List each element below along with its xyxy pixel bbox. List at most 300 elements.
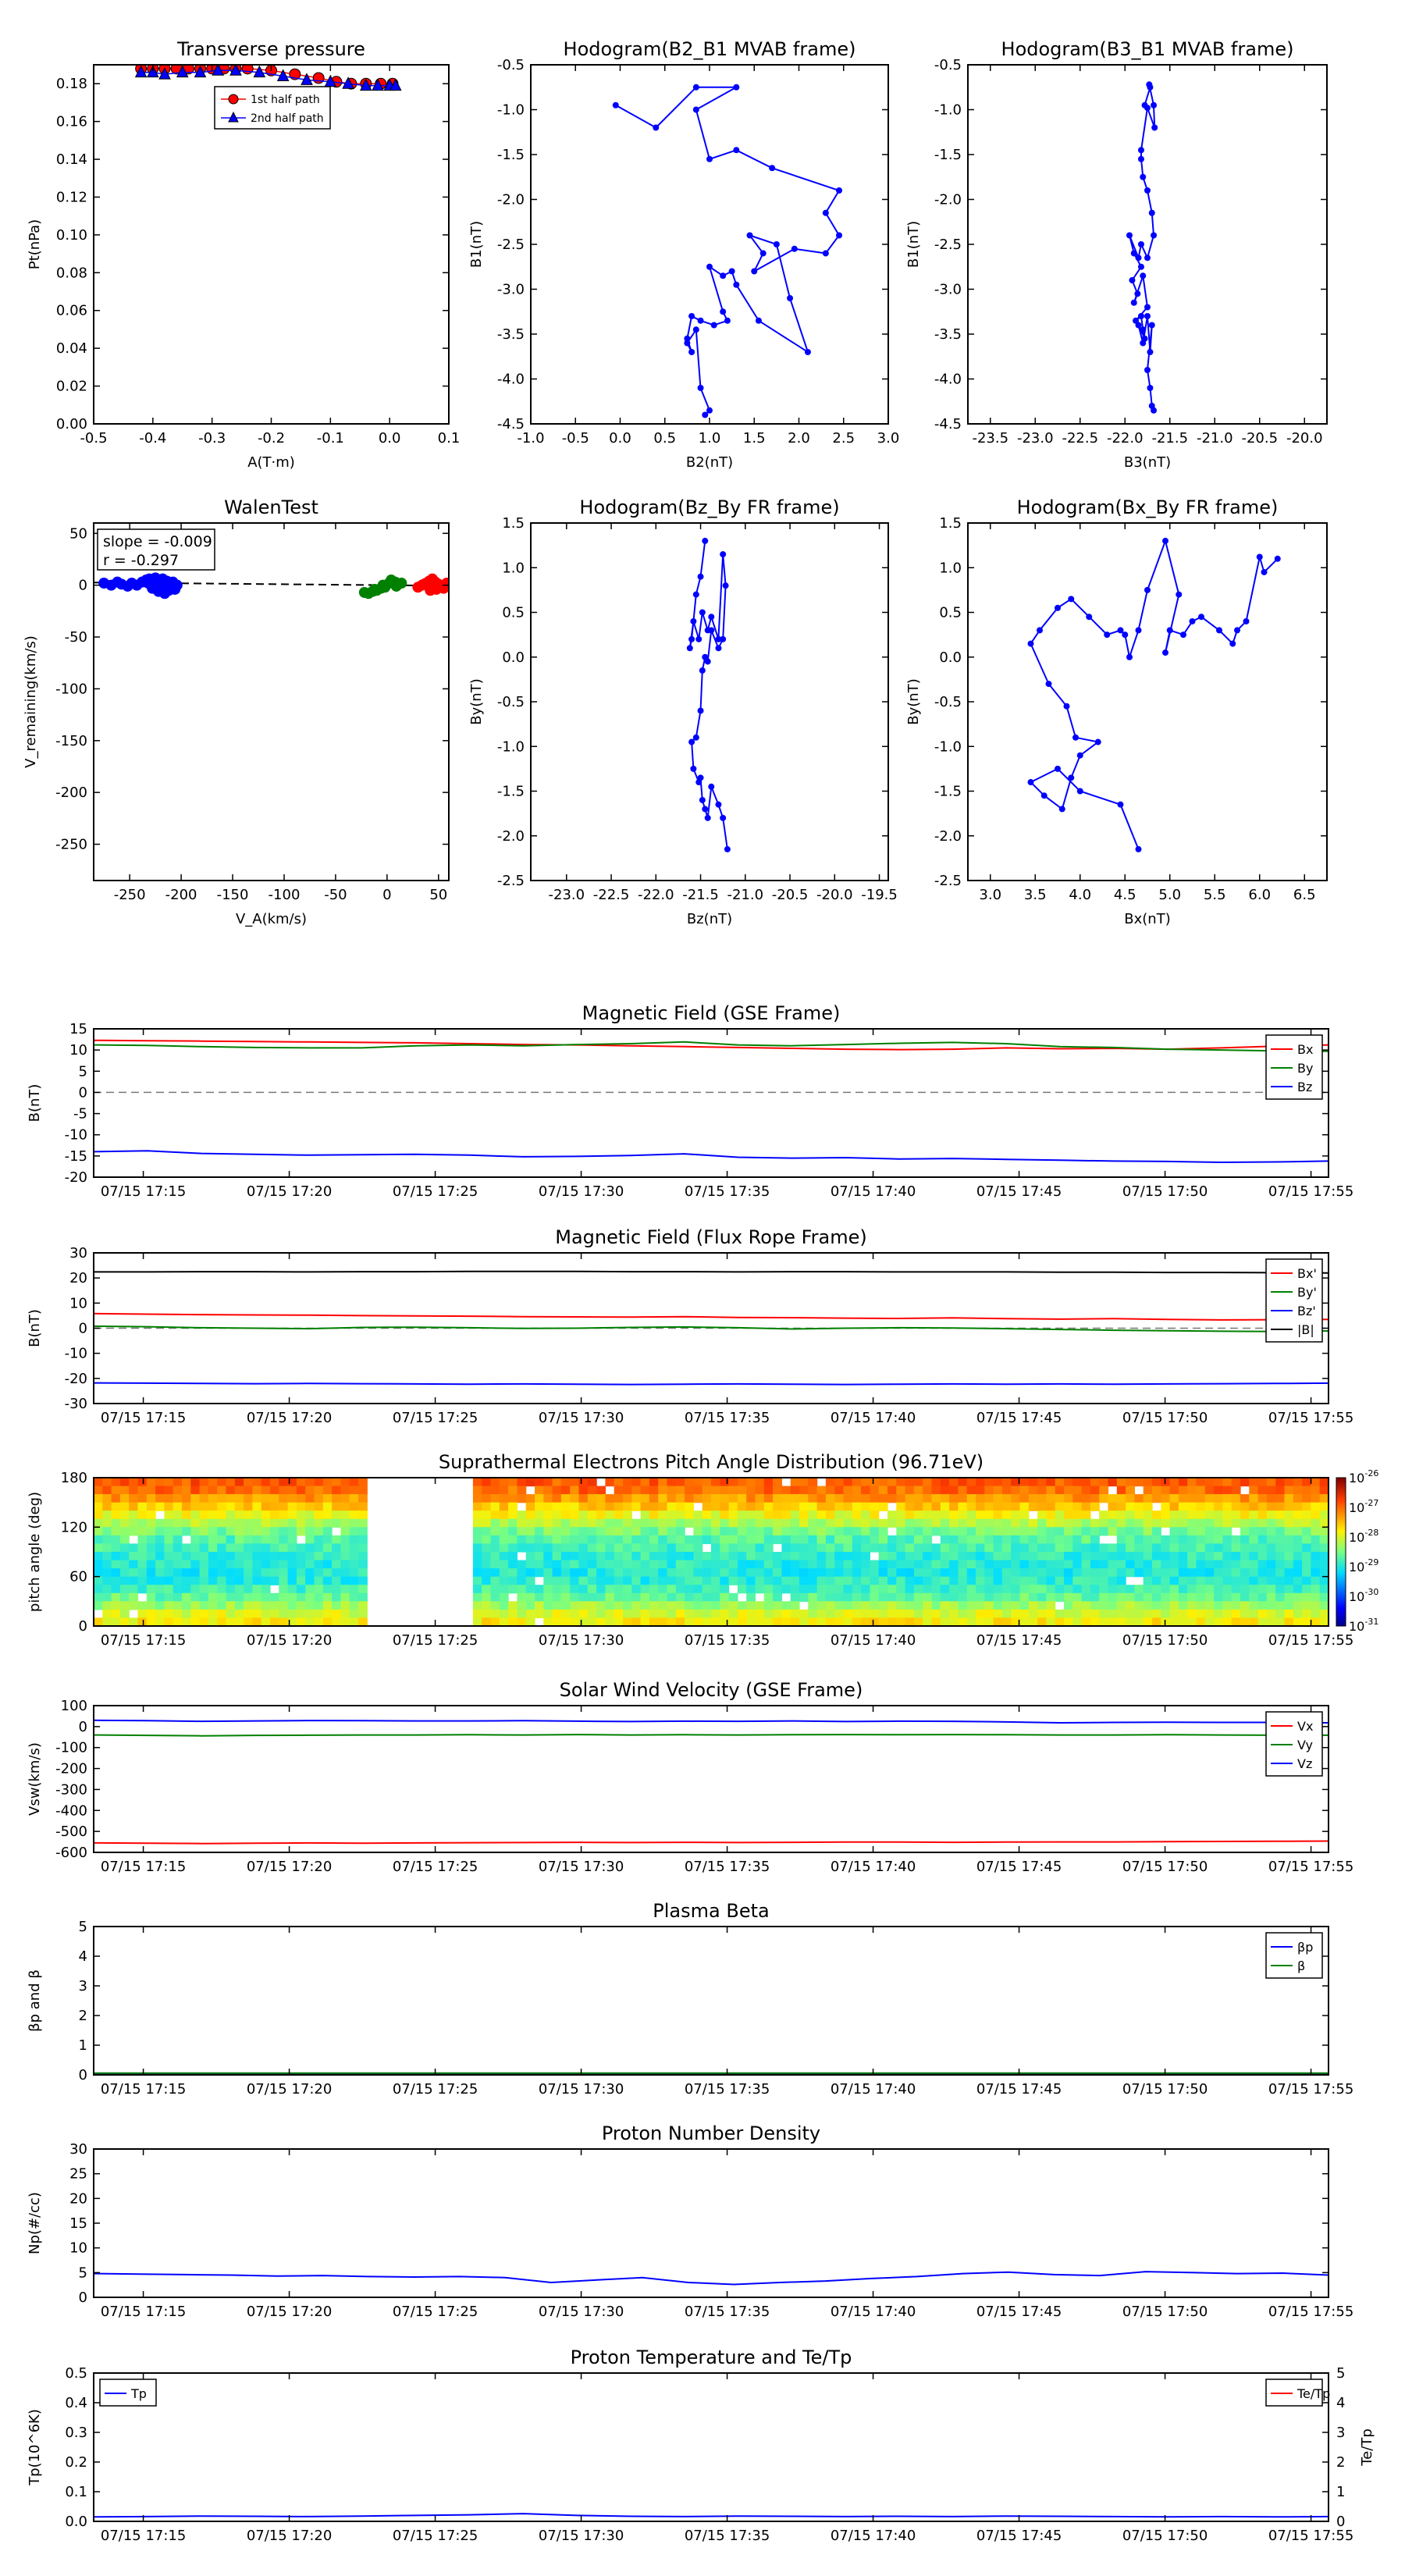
heatmap-cell <box>305 1503 315 1511</box>
heatmap-cell <box>261 1510 271 1519</box>
heatmap-cell <box>332 1535 341 1544</box>
heatmap-cell <box>217 1593 226 1602</box>
heatmap-cell <box>235 1543 244 1552</box>
heatmap-cell <box>323 1617 333 1626</box>
heatmap-cell <box>711 1617 720 1626</box>
heatmap-cell <box>711 1568 720 1577</box>
heatmap-cell <box>1134 1610 1144 1618</box>
heatmap-cell <box>340 1486 350 1495</box>
heatmap-cell <box>596 1510 606 1519</box>
hodogram-b3-b1-xtick-label: -23.0 <box>1016 430 1054 447</box>
heatmap-cell <box>147 1568 156 1577</box>
heatmap-cell <box>967 1577 976 1585</box>
heatmap-cell <box>164 1535 173 1544</box>
heatmap-cell <box>817 1577 827 1585</box>
heatmap-cell <box>252 1486 261 1495</box>
heatmap-cell <box>1090 1503 1100 1511</box>
hodogram-b3-b1-point <box>1138 147 1144 153</box>
transverse-pressure-ytick-label: 0.00 <box>55 416 87 432</box>
heatmap-cell <box>491 1568 500 1577</box>
heatmap-cell <box>861 1577 870 1585</box>
plasma-beta-xtick-label: 07/15 17:35 <box>684 2081 770 2097</box>
heatmap-cell <box>1152 1610 1161 1618</box>
hodogram-bx-by-point <box>1046 681 1052 687</box>
heatmap-cell <box>649 1593 659 1602</box>
heatmap-cell <box>1152 1560 1161 1569</box>
magnetic-field-fr-xtick-label: 07/15 17:35 <box>684 1410 770 1426</box>
heatmap-cell <box>676 1494 685 1503</box>
pitch-angle-heatmap-xtick-label: 07/15 17:35 <box>684 1632 770 1649</box>
heatmap-cell <box>923 1585 932 1593</box>
heatmap-cell <box>208 1568 218 1577</box>
magnetic-field-fr-xtick-label: 07/15 17:15 <box>100 1410 187 1426</box>
heatmap-cell <box>1090 1560 1100 1569</box>
heatmap-cell <box>649 1568 659 1577</box>
heatmap-cell <box>1002 1543 1012 1552</box>
heatmap-cell <box>244 1543 253 1552</box>
heatmap-cell <box>208 1535 218 1544</box>
heatmap-cell <box>1293 1560 1303 1569</box>
heatmap-cell <box>1197 1503 1206 1511</box>
heatmap-cell <box>1267 1527 1276 1535</box>
heatmap-cell <box>561 1601 571 1610</box>
heatmap-cell <box>1055 1610 1065 1618</box>
heatmap-cell <box>1240 1617 1250 1626</box>
walen-test-ytick-label: -250 <box>55 836 87 853</box>
heatmap-cell <box>923 1560 932 1569</box>
heatmap-cell <box>526 1535 535 1544</box>
hodogram-bx-by-point <box>1176 592 1182 598</box>
heatmap-cell <box>358 1519 368 1528</box>
heatmap-cell <box>984 1535 994 1544</box>
heatmap-cell <box>350 1510 359 1519</box>
heatmap-cell <box>1170 1560 1179 1569</box>
heatmap-cell <box>1002 1617 1012 1626</box>
heatmap-cell <box>994 1486 1003 1495</box>
heatmap-cell <box>614 1568 624 1577</box>
heatmap-cell <box>129 1601 138 1610</box>
heatmap-cell <box>1029 1503 1038 1511</box>
heatmap-cell <box>508 1610 518 1618</box>
heatmap-cell <box>932 1503 941 1511</box>
heatmap-cell <box>358 1494 368 1503</box>
heatmap-cell <box>200 1510 209 1519</box>
hodogram-b3-b1-ytick-label: -0.5 <box>934 57 962 73</box>
heatmap-cell <box>941 1527 950 1535</box>
heatmap-cell <box>932 1510 941 1519</box>
heatmap-cell <box>226 1601 236 1610</box>
heatmap-cell <box>200 1577 209 1585</box>
heatmap-cell <box>976 1601 985 1610</box>
heatmap-cell <box>667 1543 677 1552</box>
magnetic-field-fr-xtick-label: 07/15 17:55 <box>1268 1410 1354 1426</box>
heatmap-cell <box>976 1560 985 1569</box>
heatmap-cell <box>781 1560 791 1569</box>
heatmap-cell <box>738 1503 747 1511</box>
heatmap-cell <box>711 1577 720 1585</box>
hodogram-b2-b1-point <box>724 318 731 324</box>
hodogram-bx-by-point <box>1243 618 1250 624</box>
heatmap-cell <box>323 1535 333 1544</box>
heatmap-cell <box>994 1585 1003 1593</box>
heatmap-cell <box>861 1601 870 1610</box>
hodogram-b2-b1-xtick-label: 1.0 <box>698 430 721 447</box>
heatmap-cell <box>1205 1486 1215 1495</box>
heatmap-cell <box>764 1601 774 1610</box>
heatmap-cell <box>500 1568 509 1577</box>
heatmap-cell <box>261 1543 271 1552</box>
heatmap-cell <box>579 1503 589 1511</box>
heatmap-cell <box>252 1494 261 1503</box>
heatmap-cell <box>120 1527 130 1535</box>
heatmap-cell <box>323 1568 333 1577</box>
heatmap-cell <box>1302 1486 1311 1495</box>
heatmap-cell <box>746 1617 756 1626</box>
heatmap-cell <box>932 1560 941 1569</box>
heatmap-cell <box>164 1610 173 1618</box>
heatmap-cell <box>844 1543 853 1552</box>
heatmap-cell <box>861 1478 870 1486</box>
heatmap-cell <box>887 1494 897 1503</box>
heatmap-cell <box>1099 1610 1108 1618</box>
magnetic-field-gse-xtick-label: 07/15 17:35 <box>684 1183 770 1200</box>
heatmap-cell <box>1267 1568 1276 1577</box>
heatmap-cell <box>711 1478 720 1486</box>
heatmap-cell <box>1214 1617 1223 1626</box>
magnetic-field-gse-xtick-label: 07/15 17:30 <box>538 1183 624 1200</box>
heatmap-cell <box>526 1577 535 1585</box>
heatmap-cell <box>799 1552 809 1560</box>
heatmap-cell <box>1275 1494 1285 1503</box>
heatmap-cell <box>658 1510 667 1519</box>
heatmap-cell <box>711 1527 720 1535</box>
heatmap-cell <box>1179 1503 1188 1511</box>
heatmap-cell <box>261 1568 271 1577</box>
heatmap-cell <box>1011 1519 1020 1528</box>
heatmap-cell <box>358 1568 368 1577</box>
heatmap-cell <box>1311 1585 1320 1593</box>
heatmap-cell <box>1267 1494 1276 1503</box>
hodogram-b2-b1-point <box>769 165 775 171</box>
heatmap-cell <box>332 1510 341 1519</box>
heatmap-cell <box>1179 1543 1188 1552</box>
magnetic-field-fr-xtick-label: 07/15 17:30 <box>538 1410 624 1426</box>
heatmap-cell <box>605 1552 614 1560</box>
heatmap-cell <box>1108 1494 1118 1503</box>
heatmap-cell <box>252 1617 261 1626</box>
heatmap-cell <box>129 1552 138 1560</box>
heatmap-cell <box>1222 1503 1232 1511</box>
heatmap-cell <box>826 1527 835 1535</box>
heatmap-cell <box>729 1494 738 1503</box>
heatmap-cell <box>1099 1494 1108 1503</box>
transverse-pressure-ytick-label: 0.02 <box>55 378 87 395</box>
heatmap-cell <box>1232 1585 1241 1593</box>
magnetic-field-gse-xtick-label: 07/15 17:45 <box>976 1183 1062 1200</box>
heatmap-cell <box>1046 1478 1055 1486</box>
heatmap-cell <box>870 1585 879 1593</box>
heatmap-cell <box>1240 1543 1250 1552</box>
heatmap-cell <box>182 1568 191 1577</box>
heatmap-cell <box>491 1519 500 1528</box>
heatmap-cell <box>1055 1543 1065 1552</box>
heatmap-cell <box>129 1519 138 1528</box>
heatmap-cell <box>588 1535 597 1544</box>
heatmap-cell <box>720 1527 729 1535</box>
heatmap-cell <box>535 1560 544 1569</box>
heatmap-cell <box>208 1610 218 1618</box>
plasma-beta-frame <box>94 1927 1329 2075</box>
heatmap-cell <box>1285 1527 1294 1535</box>
heatmap-cell <box>1275 1593 1285 1602</box>
proton-temperature-xtick-label: 07/15 17:15 <box>100 2528 187 2544</box>
heatmap-cell <box>579 1593 589 1602</box>
heatmap-cell <box>1161 1601 1170 1610</box>
pitch-angle-heatmap-ytick-label: 0 <box>78 1618 87 1635</box>
heatmap-cell <box>244 1478 253 1486</box>
heatmap-cell <box>994 1601 1003 1610</box>
heatmap-cell <box>738 1519 747 1528</box>
proton-density-title: Proton Number Density <box>601 2122 821 2144</box>
heatmap-cell <box>905 1510 915 1519</box>
heatmap-cell <box>1055 1577 1065 1585</box>
heatmap-cell <box>879 1543 888 1552</box>
transverse-pressure-ytick-label: 0.16 <box>55 113 87 130</box>
heatmap-cell <box>808 1535 817 1544</box>
heatmap-cell <box>1205 1577 1215 1585</box>
heatmap-cell <box>870 1568 879 1577</box>
hodogram-b2-b1-point <box>706 156 713 162</box>
heatmap-cell <box>1320 1585 1329 1593</box>
heatmap-cell <box>182 1503 191 1511</box>
heatmap-cell <box>1293 1503 1303 1511</box>
hodogram-bz-by-ytick-label: -2.5 <box>496 873 525 889</box>
heatmap-cell <box>129 1527 138 1535</box>
heatmap-cell <box>1285 1610 1294 1618</box>
hodogram-b2-b1-point <box>720 308 726 315</box>
heatmap-cell <box>217 1610 226 1618</box>
heatmap-cell <box>958 1577 967 1585</box>
heatmap-cell <box>1117 1617 1126 1626</box>
heatmap-cell <box>1046 1527 1055 1535</box>
hodogram-b2-b1-xtick-label: 0.0 <box>609 430 631 447</box>
heatmap-cell <box>693 1519 702 1528</box>
heatmap-cell <box>896 1617 905 1626</box>
heatmap-cell <box>1037 1617 1047 1626</box>
heatmap-cell <box>500 1617 509 1626</box>
heatmap-cell <box>658 1585 667 1593</box>
plasma-beta-title: Plasma Beta <box>653 1900 770 1922</box>
heatmap-cell <box>332 1568 341 1577</box>
proton-temperature-xtick-label: 07/15 17:20 <box>246 2528 333 2544</box>
heatmap-cell <box>1152 1486 1161 1495</box>
heatmap-cell <box>1072 1593 1082 1602</box>
heatmap-cell <box>746 1585 756 1593</box>
heatmap-cell <box>252 1560 261 1569</box>
heatmap-cell <box>1311 1568 1320 1577</box>
heatmap-cell <box>949 1543 959 1552</box>
heatmap-cell <box>1020 1519 1030 1528</box>
pitch-angle-heatmap-colorbar-label: $10^{-29}$ <box>1349 1557 1379 1574</box>
heatmap-cell <box>729 1527 738 1535</box>
heatmap-cell <box>596 1535 606 1544</box>
heatmap-cell <box>941 1535 950 1544</box>
heatmap-cell <box>649 1519 659 1528</box>
heatmap-cell <box>984 1494 994 1503</box>
walen-test-ytick-label: -200 <box>55 785 87 802</box>
hodogram-b2-b1-point <box>613 102 619 109</box>
heatmap-cell <box>182 1543 191 1552</box>
heatmap-cell <box>896 1552 905 1560</box>
hodogram-b2-b1-point <box>702 412 708 418</box>
hodogram-bx-by-point <box>1104 632 1110 638</box>
heatmap-cell <box>1302 1478 1311 1486</box>
heatmap-cell <box>623 1543 632 1552</box>
proton-temperature-ytick-right-label: 3 <box>1336 2425 1346 2441</box>
magnetic-field-fr-xtick-label: 07/15 17:50 <box>1122 1410 1208 1426</box>
heatmap-cell <box>844 1617 853 1626</box>
proton-temperature-line-tp <box>94 2514 1329 2517</box>
walen-test-xtick-label: -50 <box>324 887 347 903</box>
heatmap-cell <box>315 1568 324 1577</box>
hodogram-bx-by-point <box>1086 614 1092 620</box>
heatmap-cell <box>923 1577 932 1585</box>
heatmap-cell <box>323 1494 333 1503</box>
heatmap-cell <box>1029 1568 1038 1577</box>
plasma-beta-ylabel: βp and β <box>27 1969 43 2032</box>
heatmap-cell <box>949 1593 959 1602</box>
heatmap-cell <box>914 1577 923 1585</box>
heatmap-cell <box>270 1610 279 1618</box>
heatmap-cell <box>147 1486 156 1495</box>
heatmap-cell <box>305 1577 315 1585</box>
heatmap-cell <box>1170 1494 1179 1503</box>
heatmap-cell <box>1232 1577 1241 1585</box>
heatmap-cell <box>1152 1585 1161 1593</box>
heatmap-cell <box>358 1610 368 1618</box>
hodogram-b2-b1-ytick-label: -3.0 <box>496 281 525 298</box>
heatmap-cell <box>1134 1593 1144 1602</box>
heatmap-cell <box>852 1519 862 1528</box>
heatmap-cell <box>588 1577 597 1585</box>
heatmap-cell <box>340 1503 350 1511</box>
heatmap-cell <box>1205 1568 1215 1577</box>
heatmap-cell <box>526 1503 535 1511</box>
transverse-pressure-ytick-label: 0.12 <box>55 189 87 206</box>
transverse-pressure-xtick-label: -0.4 <box>139 430 167 447</box>
heatmap-cell <box>958 1519 967 1528</box>
heatmap-cell <box>1055 1535 1065 1544</box>
heatmap-cell <box>746 1601 756 1610</box>
heatmap-cell <box>711 1601 720 1610</box>
heatmap-cell <box>605 1535 614 1544</box>
heatmap-cell <box>1320 1617 1329 1626</box>
heatmap-cell <box>1187 1519 1197 1528</box>
heatmap-cell <box>570 1519 579 1528</box>
hodogram-b3-b1-point <box>1140 340 1146 347</box>
heatmap-cell <box>1249 1478 1258 1486</box>
heatmap-cell <box>129 1478 138 1486</box>
heatmap-cell <box>720 1543 729 1552</box>
heatmap-cell <box>1126 1543 1135 1552</box>
heatmap-cell <box>217 1535 226 1544</box>
heatmap-cell <box>923 1552 932 1560</box>
heatmap-cell <box>649 1486 659 1495</box>
heatmap-cell <box>720 1552 729 1560</box>
proton-temperature-frame <box>94 2373 1329 2521</box>
heatmap-cell <box>984 1478 994 1486</box>
heatmap-cell <box>1249 1527 1258 1535</box>
heatmap-cell <box>764 1617 774 1626</box>
heatmap-cell <box>808 1494 817 1503</box>
heatmap-cell <box>1267 1478 1276 1486</box>
heatmap-cell <box>270 1617 279 1626</box>
heatmap-cell <box>756 1552 765 1560</box>
heatmap-cell <box>1293 1486 1303 1495</box>
heatmap-cell <box>244 1577 253 1585</box>
heatmap-cell <box>579 1601 589 1610</box>
heatmap-cell <box>896 1527 905 1535</box>
heatmap-cell <box>1152 1510 1161 1519</box>
hodogram-bz-by-point <box>687 645 693 651</box>
heatmap-cell <box>773 1577 782 1585</box>
heatmap-cell <box>958 1601 967 1610</box>
heatmap-cell <box>1117 1585 1126 1593</box>
heatmap-cell <box>1108 1519 1118 1528</box>
magnetic-field-gse-ytick-label: 5 <box>78 1063 87 1080</box>
heatmap-cell <box>1090 1577 1100 1585</box>
magnetic-field-gse-ytick-label: -20 <box>64 1169 87 1186</box>
transverse-pressure-point-circle <box>313 73 324 84</box>
heatmap-cell <box>1222 1478 1232 1486</box>
heatmap-cell <box>1187 1577 1197 1585</box>
heatmap-cell <box>350 1577 359 1585</box>
heatmap-cell <box>500 1601 509 1610</box>
heatmap-cell <box>1170 1510 1179 1519</box>
heatmap-cell <box>1285 1593 1294 1602</box>
heatmap-cell <box>976 1535 985 1544</box>
heatmap-cell <box>112 1610 121 1618</box>
heatmap-cell <box>799 1478 809 1486</box>
heatmap-cell <box>340 1610 350 1618</box>
heatmap-cell <box>1197 1617 1206 1626</box>
heatmap-cell <box>676 1610 685 1618</box>
heatmap-cell <box>1285 1617 1294 1626</box>
heatmap-cell <box>553 1568 562 1577</box>
heatmap-cell <box>658 1560 667 1569</box>
heatmap-cell <box>200 1617 209 1626</box>
heatmap-cell <box>1285 1568 1294 1577</box>
heatmap-cell <box>781 1577 791 1585</box>
heatmap-cell <box>1144 1585 1153 1593</box>
heatmap-cell <box>500 1560 509 1569</box>
heatmap-cell <box>623 1568 632 1577</box>
magnetic-field-fr-xtick-label: 07/15 17:25 <box>392 1410 478 1426</box>
heatmap-cell <box>182 1585 191 1593</box>
heatmap-cell <box>102 1478 112 1486</box>
hodogram-bx-by-ytick-label: -2.0 <box>934 827 962 845</box>
heatmap-cell <box>614 1510 624 1519</box>
magnetic-field-gse-xtick-label: 07/15 17:50 <box>1122 1183 1208 1200</box>
heatmap-cell <box>808 1519 817 1528</box>
heatmap-cell <box>473 1560 482 1569</box>
heatmap-cell <box>244 1593 253 1602</box>
heatmap-cell <box>1170 1585 1179 1593</box>
magnetic-field-gse-ylabel: B(nT) <box>27 1083 43 1123</box>
heatmap-cell <box>315 1494 324 1503</box>
heatmap-cell <box>561 1478 571 1486</box>
heatmap-cell <box>1240 1568 1250 1577</box>
